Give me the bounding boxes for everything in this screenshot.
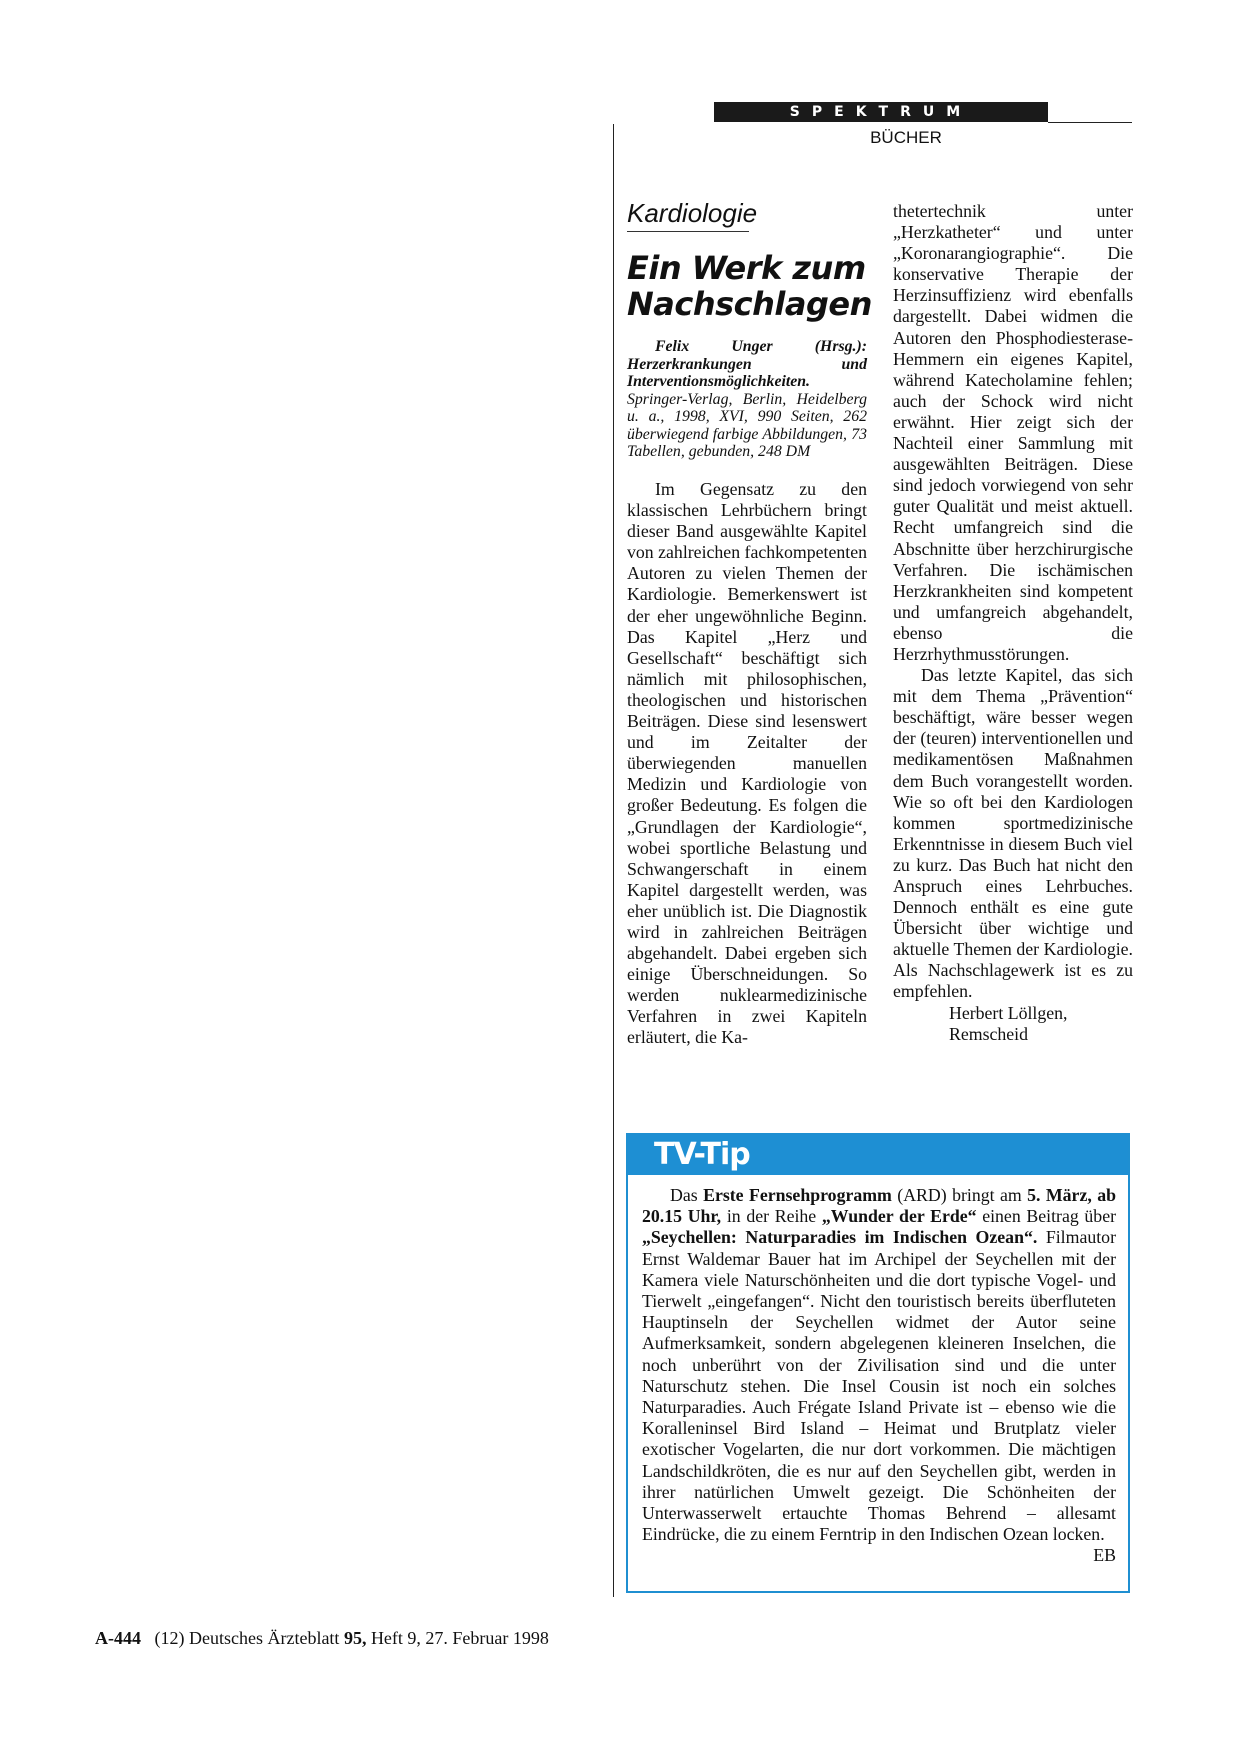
header-rule	[1048, 122, 1132, 123]
tv-text-3: in der Reihe	[721, 1206, 822, 1227]
article-paragraph-2: Das letzte Kapitel, das sich mit dem Thema „Prävention“ beschäftigt, wäre besser wegen der (teuren) interventionellen und medikamentösen Maßnahmen dem Buch vorangestellt worden. Wie so oft bei den Kardiologen kommen sportmedizinische Erkenntnisse in diesem Buch viel zu kurz. Das Buch hat nicht den Anspruch eines Lehrbuches. Dennoch enthält es eine gute Übersicht über wichtige und aktuelle Themen der Kardiologie. Als Nachschlagewerk ist es zu empfehlen.	[893, 665, 1133, 1002]
tv-tip-title: TV-Tip	[628, 1135, 1128, 1175]
headline-line-2: Nachschlagen	[627, 285, 872, 323]
tv-bold-date: 5. März, ab 20.15 Uhr,	[642, 1185, 1116, 1227]
tv-text-5: Filmautor Ernst Waldemar Bauer hat im Archipel der Seychellen mit der Kamera viele Naturschönheiten und die dort typische Vogel- und Tierwelt „eingefangen“. Nicht den touristisch bereits überfluteten Hauptinseln der Seychellen widmet der Autor seine Aufmerksamkeit, sondern abgelegenen kleineren Inselchen, die noch unberührt von der Zivilisation sind und die unter Naturschutz stehen. Die Insel Cousin ist noch ein solches Naturparadies. Auch Frégate Island Private ist – ebenso wie die Koralleninsel Bird Island – Heimat und Brutplatz vieler exotischer Vogelarten, die nur dort vorkommen. Die mächtigen Landschildkröten, die es nur auf den Seychellen gibt, werden in ihrer natürlichen Umwelt gezeigt. Die Schönheiten der Unterwasserwelt ertauchte Thomas Behrend – allesamt Eindrücke, die zu einem Ferntrip in den Indischen Ozean locken.	[642, 1227, 1116, 1545]
headline-line-1: Ein Werk zum	[627, 249, 866, 287]
tv-text-4: einen Beitrag über	[976, 1206, 1117, 1227]
footer-volume: 95,	[343, 1628, 367, 1648]
article-paragraph-1: Im Gegensatz zu den klassischen Lehrbüchern bringt dieser Band ausgewählte Kapitel von zahlreichen fachkompetenten Autoren zu vielen Themen der Kardiologie. Bemerkenswert ist der eher ungewöhnliche Beginn. Das Kapitel „Herz und Gesellschaft“ beschäftigt sich nämlich mit philosophischen, theologischen und historischen Beiträgen. Diese sind lesenswert und im Zeitalter der überwiegenden manuellen Medizin und Kardiologie von großer Bedeutung. Es folgen die „Grundlagen der Kardiologie“, wobei sportliche Belastung und Schwangerschaft in einem Kapitel dargestellt werden, was eher unüblich ist. Die Diagnostik wird in zahlreichen Beiträgen abgehandelt. Dabei ergeben sich einige Überschneidungen. So werden nuklearmedizinische Verfahren in zwei Kapiteln erläutert, die Ka-	[627, 479, 867, 1048]
tv-tip-paragraph	[642, 1185, 1117, 1566]
footer-post: Heft 9, 27. Februar 1998	[366, 1628, 549, 1648]
article-column-1	[627, 479, 867, 1049]
article-paragraph-1-continued: thetertechnik unter „Herzkatheter“ und unter „Koronarangiographie“. Die konservative Therapie der Herzinsuffizienz wird ebenfalls dargestellt. Dabei widmen die Autoren den Phosphodiesterase-Hemmern ein eigenes Kapitel, während Katecholamine fehlen; auch der Schock wird nicht erwähnt. Hier zeigt sich der Nachteil einer Sammlung mit ausgewählten Beiträgen. Diese sind jedoch vorwiegend von sehr guter Qualität und meist aktuell. Recht umfangreich sind die Abschnitte über herzchirurgische Verfahren. Die ischämischen Herzkrankheiten sind kompetent und umfangreich abgehandelt, ebenso die Herzrhythmusstörungen.	[893, 201, 1133, 664]
article-column-2	[893, 201, 1133, 1045]
tv-bold-series: „Wunder der Erde“	[821, 1206, 977, 1227]
tv-bold-program: „Seychellen: Naturparadies im Indischen Ozean“.	[642, 1227, 1038, 1248]
tv-bold-channel: Erste Fernsehprogramm	[703, 1185, 892, 1205]
article-kicker: Kardiologie	[627, 198, 749, 232]
tv-tip-box	[626, 1133, 1130, 1593]
section-header-bar: SPEKTRUM	[714, 102, 1048, 122]
author-city: Remscheid	[949, 1023, 1029, 1044]
column-divider	[613, 124, 614, 1597]
citation-details: Springer-Verlag, Berlin, Heidelberg u. a., 1998, XVI, 990 Seiten, 262 überwiegend farbige Abbildungen, 73 Tabellen, gebunden, 248 DM	[627, 390, 867, 460]
author-name: Herbert Löllgen,	[949, 1002, 1068, 1023]
tv-text-2: (ARD) bringt am	[891, 1185, 1028, 1205]
page-number: A-444	[95, 1628, 141, 1648]
tv-tip-body	[628, 1175, 1128, 1566]
tv-text-1: Das	[670, 1185, 704, 1205]
tv-tip-signature: EB	[1093, 1545, 1116, 1566]
page-footer	[95, 1628, 549, 1649]
footer-pre: (12) Deutsches Ärzteblatt	[154, 1628, 344, 1648]
citation-title: Felix Unger (Hrsg.): Herzerkrankungen und Interventionsmöglichkeiten.	[627, 338, 867, 390]
subsection-label: BÜCHER	[870, 128, 942, 147]
book-citation	[627, 338, 867, 461]
article-headline	[627, 250, 877, 322]
